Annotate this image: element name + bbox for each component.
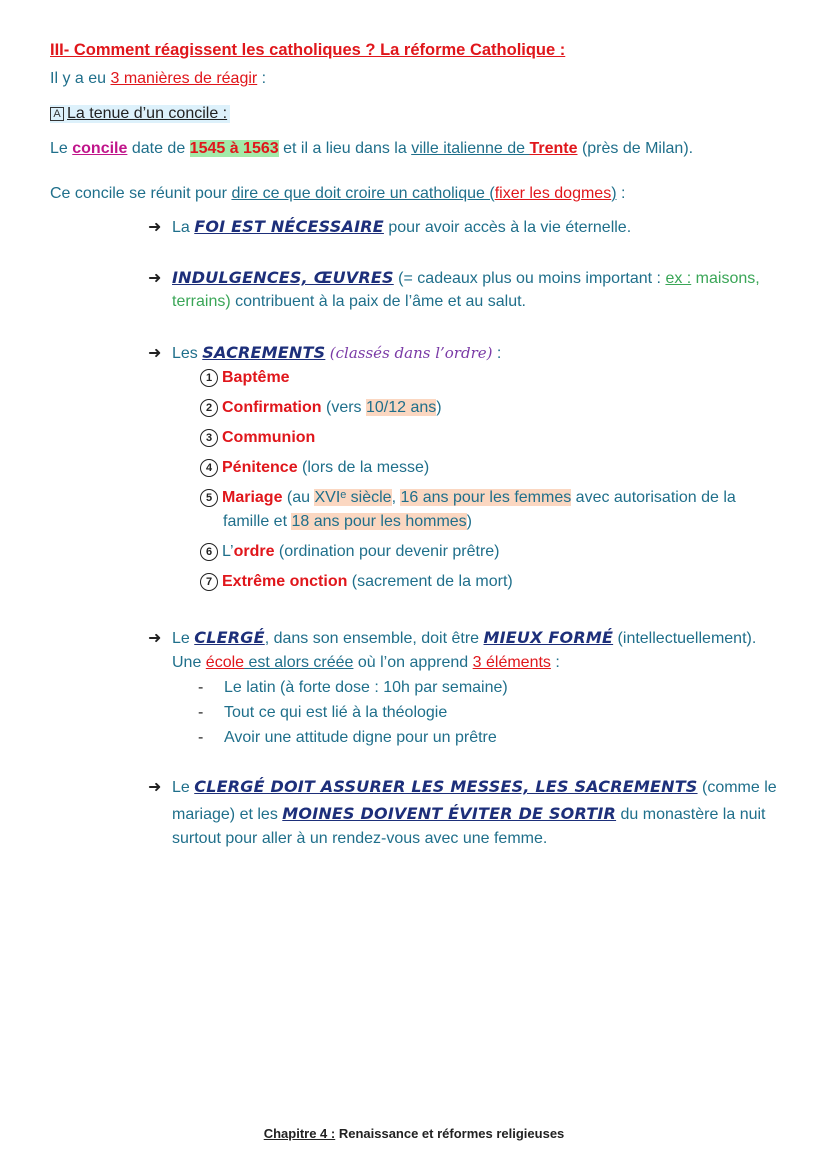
bullet-messes-cont2: surtout pour aller à un rendez-vous avec une femme. bbox=[172, 830, 548, 847]
section-title: III- Comment réagissent les catholiques ? La réforme Catholique : bbox=[50, 41, 566, 59]
sacrement-2: 2 Confirmation (vers 10/12 ans) bbox=[200, 399, 442, 417]
bullet-foi: ➜ La FOI EST NÉCESSAIRE pour avoir accès à la vie éternelle. bbox=[148, 217, 632, 236]
num-4-icon: 4 bbox=[200, 459, 218, 477]
arrow-icon: ➜ bbox=[148, 219, 162, 236]
subheading: A La tenue d’un concile : bbox=[50, 105, 230, 123]
dates-highlight: 1545 à 1563 bbox=[189, 140, 279, 157]
intro-link: 3 manières de réagir bbox=[110, 70, 258, 87]
num-5-icon: 5 bbox=[200, 489, 218, 507]
sacrement-4: 4 Pénitence (lors de la messe) bbox=[200, 459, 429, 477]
box-a-icon: A bbox=[50, 107, 64, 121]
bullet-messes-cont: mariage) et les MOINES DOIVENT ÉVITER DE SORTIR du monastère la nuit bbox=[172, 804, 766, 823]
bullet-indulgences-cont: terrains) contribuent à la paix de l’âme et au salut. bbox=[172, 293, 526, 310]
sacrement-6: 6 L’ordre (ordination pour devenir prêtre) bbox=[200, 543, 500, 561]
sacrement-1: 1 Baptême bbox=[200, 369, 290, 387]
clerge-item: - Le latin (à forte dose : 10h par semaine) bbox=[198, 679, 508, 696]
clerge-item: - Tout ce qui est lié à la théologie bbox=[198, 704, 448, 721]
bullet-indulgences: ➜ INDULGENCES, ŒUVRES (= cadeaux plus ou moins important : ex : maisons, bbox=[148, 268, 760, 287]
arrow-icon: ➜ bbox=[148, 270, 162, 287]
num-2-icon: 2 bbox=[200, 399, 218, 417]
concile-line: Le concile date de 1545 à 1563 et il a lieu dans la ville italienne de Trente (près de Milan). bbox=[50, 140, 694, 157]
sacrement-5: 5 Mariage (au XVIᵉ siècle, 16 ans pour les femmes avec autorisation de la bbox=[200, 489, 736, 507]
sacrement-3: 3 Communion bbox=[200, 429, 315, 447]
intro-line: Il y a eu 3 manières de réagir : bbox=[50, 70, 267, 87]
bullet-clerge: ➜ Le CLERGÉ, dans son ensemble, doit être MIEUX FORMÉ (intellectuellement). bbox=[148, 628, 757, 647]
sacrement-5-cont: famille et 18 ans pour les hommes) bbox=[223, 513, 472, 530]
sacrement-7: 7 Extrême onction (sacrement de la mort) bbox=[200, 573, 513, 591]
page-footer: Chapitre 4 : Renaissance et réformes religieuses bbox=[263, 1126, 565, 1141]
num-7-icon: 7 bbox=[200, 573, 218, 591]
num-1-icon: 1 bbox=[200, 369, 218, 387]
num-3-icon: 3 bbox=[200, 429, 218, 447]
clerge-item: - Avoir une attitude digne pour un prêtre bbox=[198, 729, 497, 746]
arrow-icon: ➜ bbox=[148, 779, 162, 796]
num-6-icon: 6 bbox=[200, 543, 218, 561]
reunit-line: Ce concile se réunit pour dire ce que doit croire un catholique (fixer les dogmes) : bbox=[50, 185, 626, 202]
bullet-sacrements: ➜ Les SACREMENTS (classés dans l’ordre) : bbox=[148, 343, 502, 362]
bullet-messes: ➜ Le CLERGÉ DOIT ASSURER LES MESSES, LES SACREMENTS (comme le bbox=[148, 777, 777, 796]
arrow-icon: ➜ bbox=[148, 630, 162, 647]
bullet-clerge-cont: Une école est alors créée où l’on apprend 3 éléments : bbox=[172, 654, 560, 671]
arrow-icon: ➜ bbox=[148, 345, 162, 362]
